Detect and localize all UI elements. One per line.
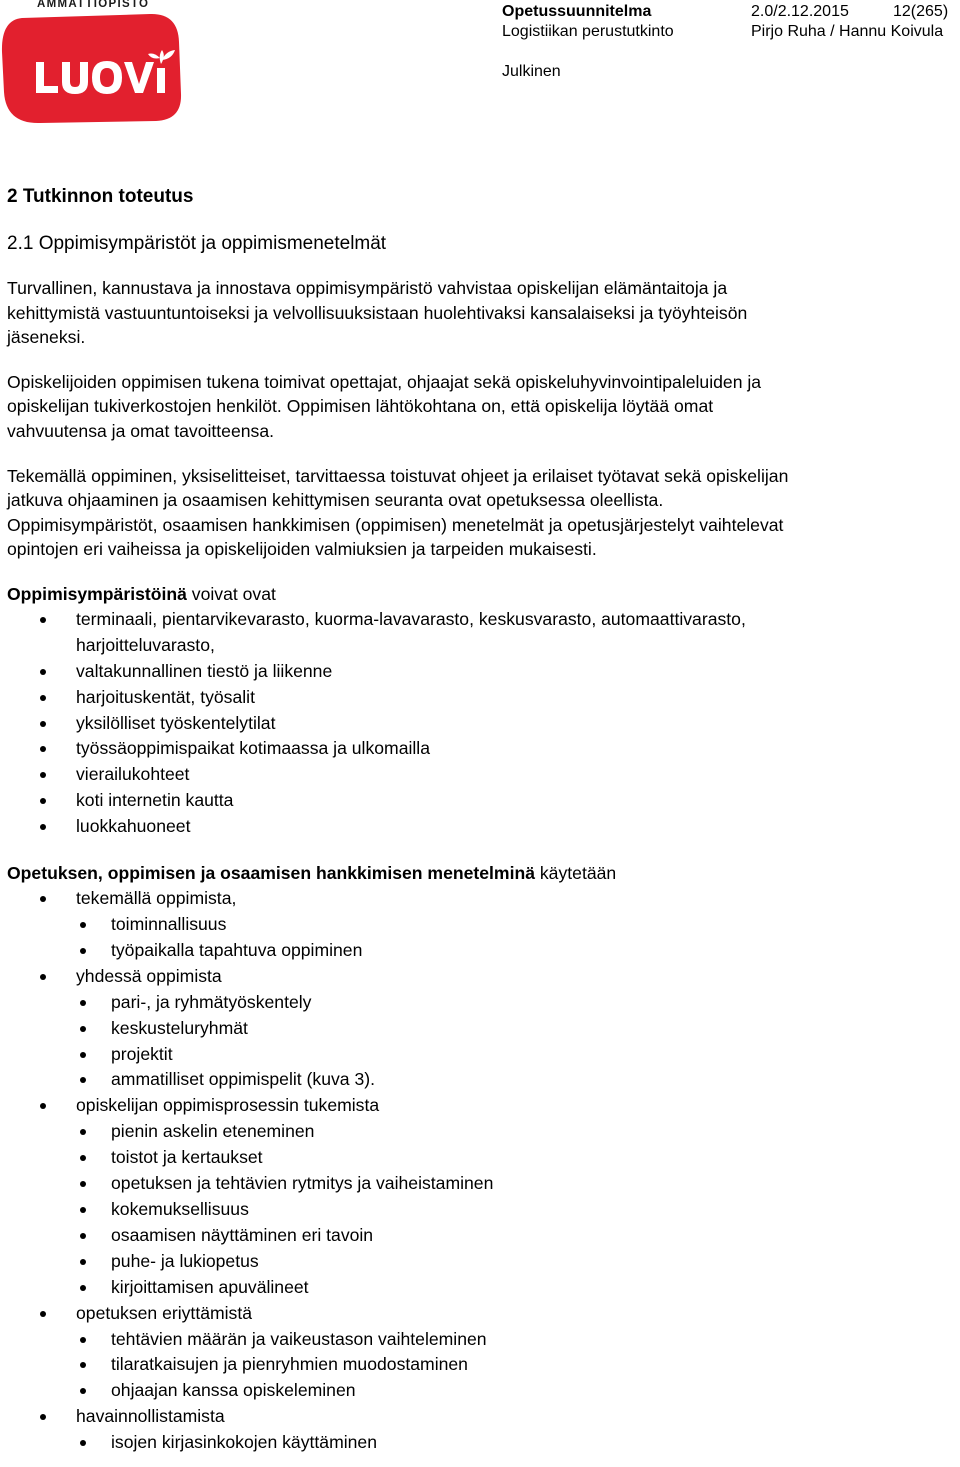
method-group-label: yhdessä oppimista: [76, 965, 222, 986]
method-group: [7, 1093, 952, 1300]
method-group: [7, 1404, 952, 1456]
methods-lead: [7, 860, 952, 886]
line: Turvallinen, kannustava ja innostava oppimisympäristö vahvistaa opiskelijan elämäntaitoja ja: [7, 278, 728, 298]
method-sublist: [76, 1327, 952, 1405]
method-sublist: [76, 1430, 952, 1456]
logo-shape: [2, 14, 181, 123]
doc-title: Opetussuunnitelma: [502, 3, 652, 20]
line: opintojen eri vaiheissa ja opiskelijoiden valmiuksien ja tarpeiden mukaisesti.: [7, 539, 597, 560]
sublist-item: pienin askelin eteneminen: [76, 1119, 952, 1145]
sublist-item: puhe- ja lukiopetus: [76, 1249, 952, 1275]
line: Oppimisympäristöt, osaamisen hankkimisen (oppimisen) menetelmät ja opetusjärjestelyt vaihtelevat: [7, 514, 784, 535]
paragraph-3: [7, 464, 952, 562]
list-item: yksilölliset työskentelytilat: [7, 711, 952, 737]
sublist-item: tilaratkaisujen ja pienryhmien muodostaminen: [76, 1352, 952, 1378]
sublist-item: isojen kirjasinkokojen käyttäminen: [76, 1430, 952, 1456]
list-item: luokkahuoneet: [7, 814, 952, 840]
list-item: valtakunnallinen tiestö ja liikenne: [7, 659, 952, 685]
methods-lead-bold: Opetuksen, oppimisen ja osaamisen hankkimisen menetelminä: [7, 863, 535, 884]
section-subheading: 2.1 Oppimisympäristöt ja oppimismenetelmät: [7, 233, 387, 254]
method-sublist: [76, 990, 952, 1094]
method-group: [7, 886, 952, 964]
sublist-item: pari-, ja ryhmätyöskentely: [76, 990, 952, 1016]
line: vahvuutensa ja omat tavoitteensa.: [7, 420, 275, 441]
line: opiskelijan tukiverkostojen henkilöt. Oppimisen lähtökohtana on, että opiskelija löytää omat: [7, 396, 714, 417]
methods-list: [7, 886, 952, 1456]
doc-version: 2.0/2.12.2015: [751, 3, 849, 20]
sublist-item: työpaikalla tapahtuva oppiminen: [76, 938, 952, 964]
page-number: 12(265): [893, 3, 949, 20]
line: kehittymistä vastuuntuntoiseksi ja velvollisuuksistaan huolehtivaksi kansalaiseksi ja työyhteisön: [7, 302, 748, 323]
sublist-item: projektit: [76, 1042, 952, 1068]
method-sublist: [76, 912, 952, 964]
school-label: AMMATTIOPISTO: [37, 0, 150, 10]
sublist-item: kokemuksellisuus: [76, 1197, 952, 1223]
sublist-item: toiminnallisuus: [76, 912, 952, 938]
paragraph-2: [7, 370, 952, 444]
environments-lead: [7, 581, 952, 607]
sublist-item: osaamisen näyttäminen eri tavoin: [76, 1223, 952, 1249]
method-group-label: opetuksen eriyttämistä: [76, 1302, 253, 1323]
doc-authors: Pirjo Ruha / Hannu Koivula: [751, 23, 944, 40]
luovi-logo: [0, 12, 182, 124]
environments-lead-rest: voivat ovat: [186, 583, 276, 604]
method-group-label: tekemällä oppimista,: [76, 888, 237, 909]
classification: Julkinen: [502, 63, 561, 80]
line: Tekemällä oppiminen, yksiselitteiset, tarvittaessa toistuvat ohjeet ja erilaiset työtavat sekä opiskelijan: [7, 465, 789, 486]
list-item: työssäoppimispaikat kotimaassa ja ulkomailla: [7, 736, 952, 762]
sublist-item: toistot ja kertaukset: [76, 1145, 952, 1171]
sublist-item: ohjaajan kanssa opiskeleminen: [76, 1378, 952, 1404]
line: Opiskelijoiden oppimisen tukena toimivat opettajat, ohjaajat sekä opiskeluhyvinvointipaleluiden ja: [7, 371, 762, 392]
list-item: vierailukohteet: [7, 762, 952, 788]
paragraph-1: [7, 276, 952, 350]
sublist-item: opetuksen ja tehtävien rytmitys ja vaiheistaminen: [76, 1171, 952, 1197]
list-item-line: harjoitteluvarasto,: [76, 634, 215, 655]
environments-list: [7, 607, 952, 840]
method-group: [7, 1301, 952, 1405]
sublist-item: kirjoittamisen apuvälineet: [76, 1275, 952, 1301]
environments-lead-bold: Oppimisympäristöinä: [7, 583, 187, 604]
method-sublist: [76, 1119, 952, 1300]
method-group: [7, 964, 952, 1094]
method-group-label: havainnollistamista: [76, 1406, 225, 1427]
sublist-item: tehtävien määrän ja vaikeustason vaihteleminen: [76, 1327, 952, 1353]
list-item: harjoituskentät, työsalit: [7, 685, 952, 711]
line: jatkuva ohjaaminen ja osaamisen kehittymisen seuranta ovat opetuksessa oleellista.: [7, 490, 664, 511]
sublist-item: keskusteluryhmät: [76, 1016, 952, 1042]
line: jäseneksi.: [7, 327, 86, 348]
list-item: koti internetin kautta: [7, 788, 952, 814]
list-item: [7, 607, 952, 659]
method-group-label: opiskelijan oppimisprosessin tukemista: [76, 1095, 380, 1116]
section-heading: 2 Tutkinnon toteutus: [7, 186, 194, 207]
list-item-line: terminaali, pientarvikevarasto, kuorma-lavavarasto, keskusvarasto, automaattivarasto,: [76, 608, 746, 629]
methods-lead-rest: käytetään: [535, 863, 617, 884]
document-body: [7, 184, 952, 1456]
doc-subtitle: Logistiikan perustutkinto: [502, 23, 674, 40]
sublist-item: ammatilliset oppimispelit (kuva 3).: [76, 1067, 952, 1093]
